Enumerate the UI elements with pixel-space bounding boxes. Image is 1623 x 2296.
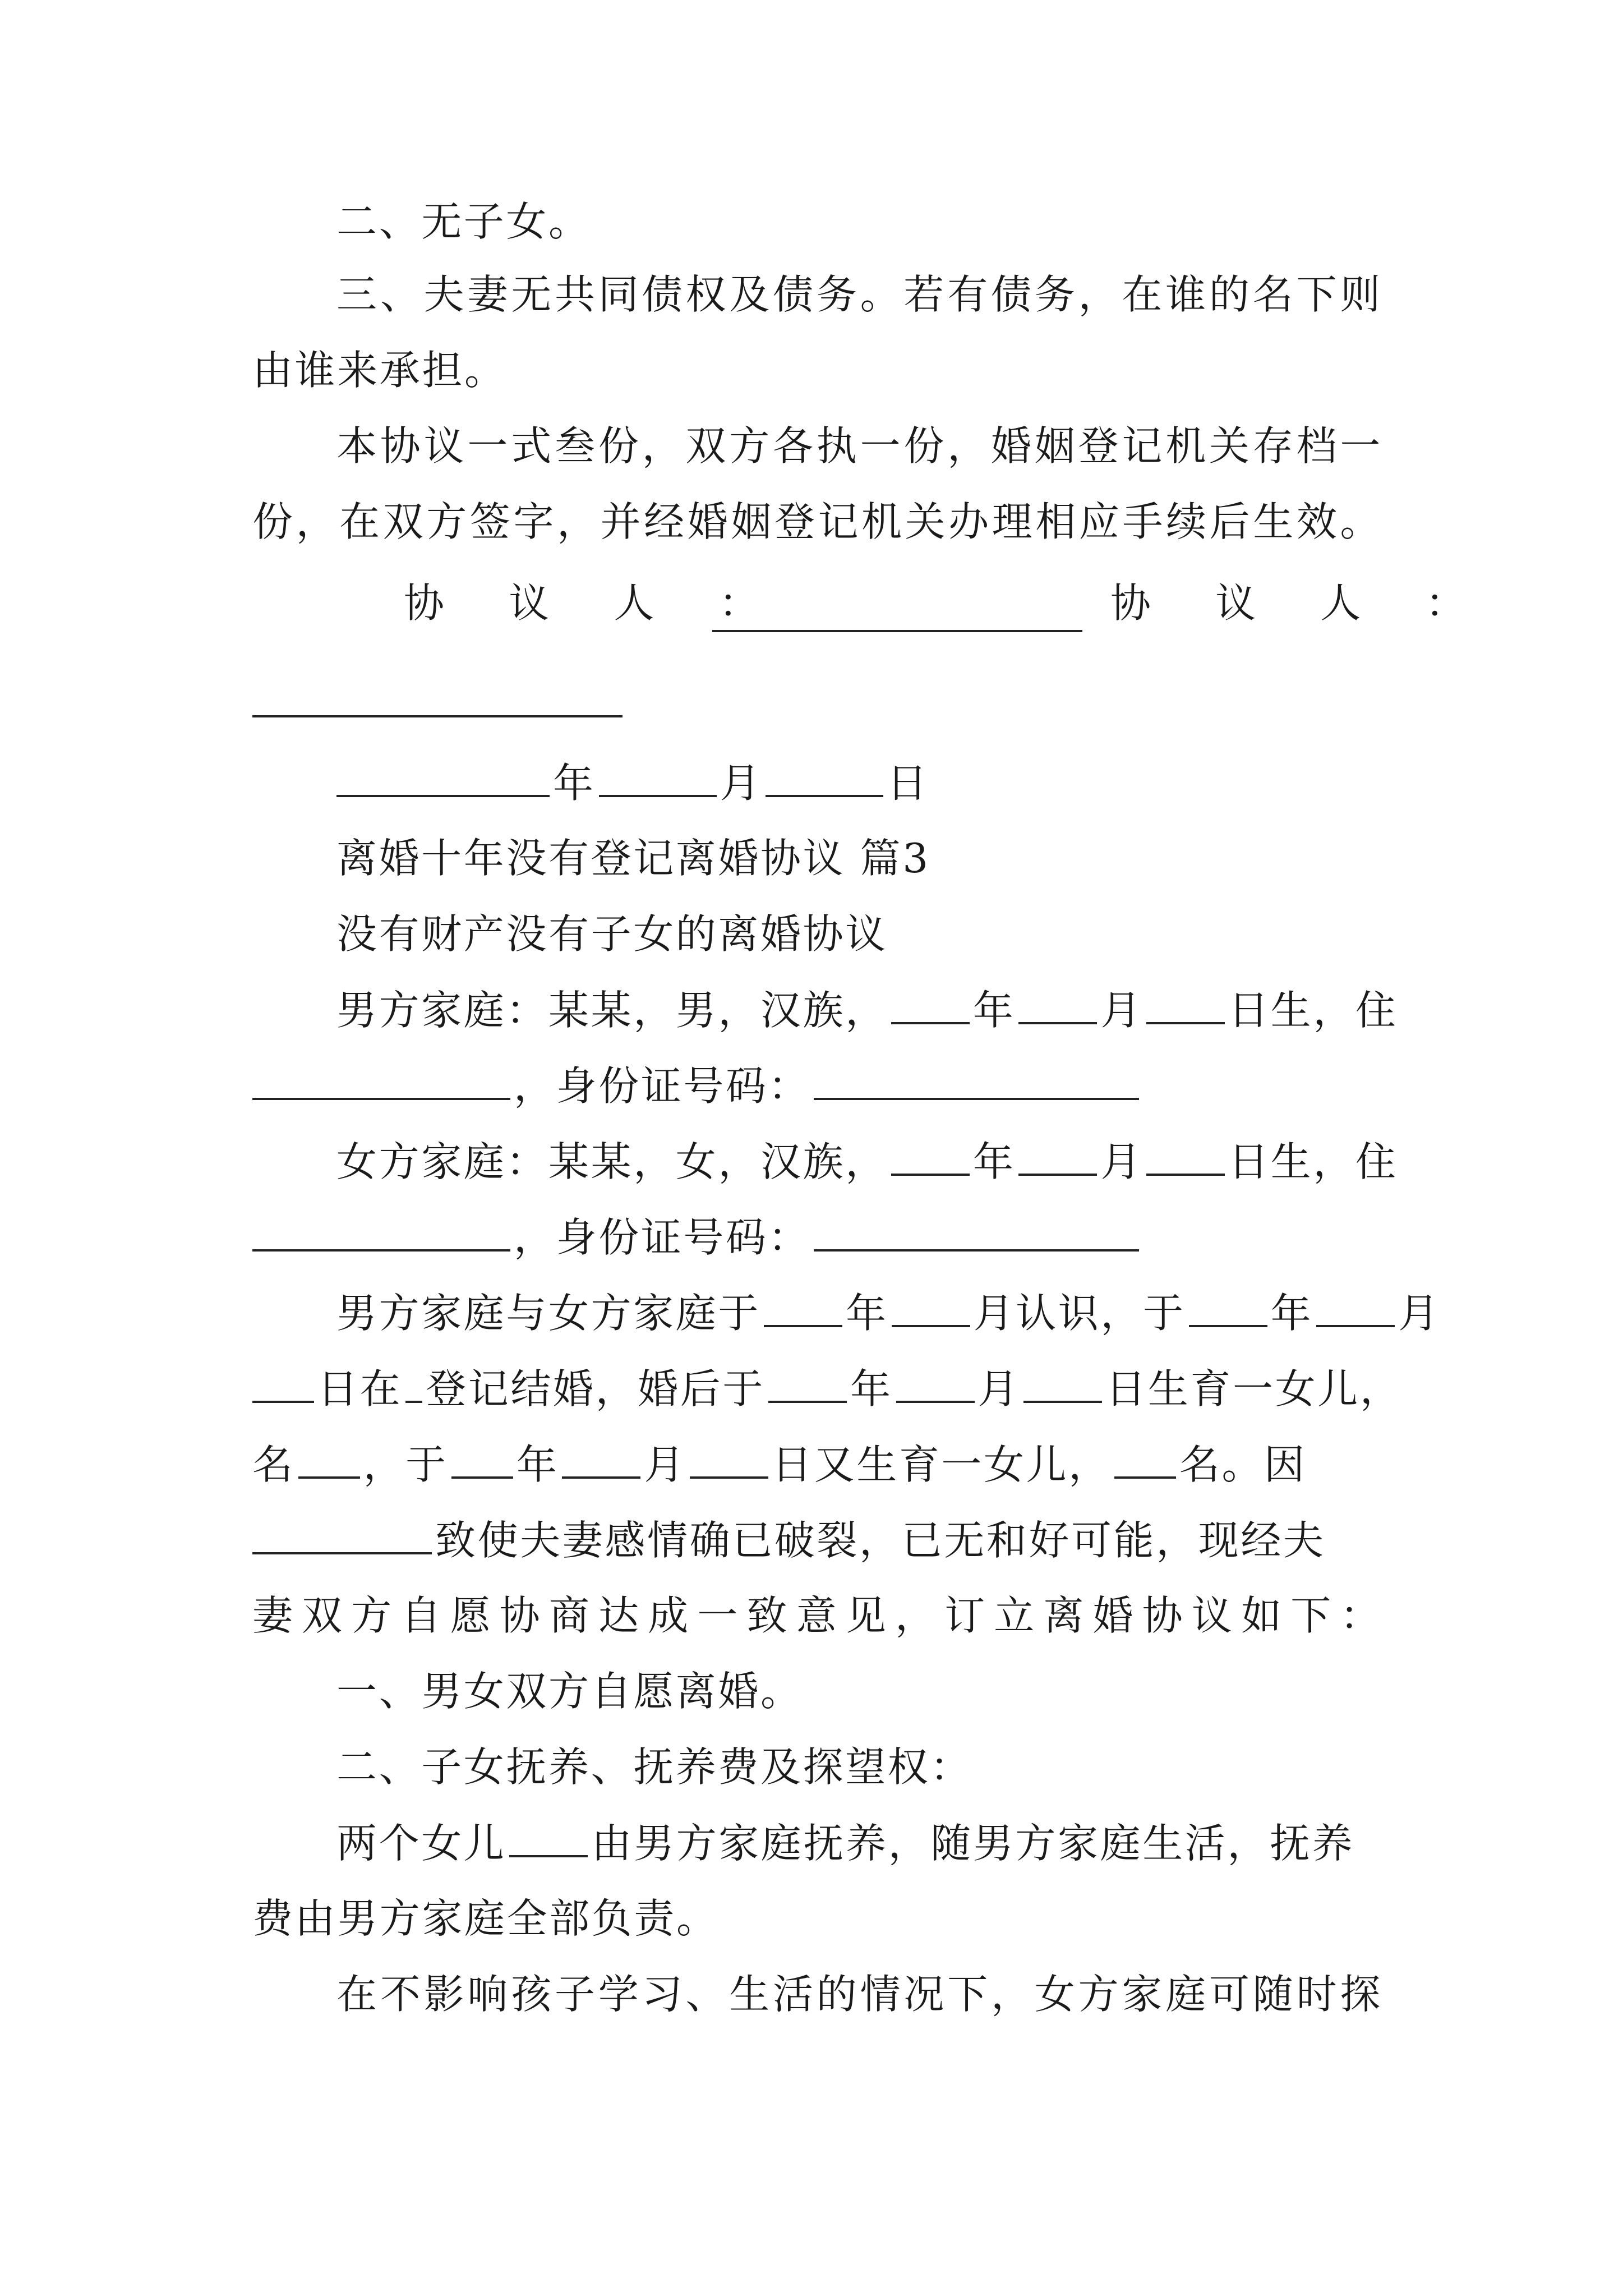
female-birth-day-blank: [1146, 1133, 1225, 1176]
birth2-year-blank: [451, 1436, 513, 1479]
marry-day-label: 日在: [317, 1365, 403, 1412]
male-birth-day-blank: [1146, 982, 1225, 1024]
male-year-label: 年: [972, 987, 1016, 1034]
clause-no-children: 二、无子女。: [336, 198, 591, 245]
visitation-line-1: 在不影响孩子学习、生活的情况下，女方家庭可随时探: [336, 1971, 1382, 2018]
female-id-line: [252, 1209, 1142, 1265]
meet-month-blank: [892, 1285, 970, 1327]
marry-month-label: 月: [1398, 1290, 1441, 1337]
female-id-label: ，身份证号码：: [514, 1214, 811, 1261]
male-party-line: [336, 982, 1398, 1038]
history-line-1: [336, 1285, 1441, 1341]
marry-month-blank: [1316, 1285, 1395, 1327]
custody-line-2: 费由男方家庭全部负责。: [252, 1895, 719, 1942]
female-year-label: 年: [972, 1138, 1016, 1185]
meet-year-blank: [764, 1285, 842, 1327]
daughter2-name-blank: [1114, 1436, 1176, 1479]
section-title: 离婚十年没有登记离婚协议 篇3: [336, 835, 930, 882]
custody-text-a: 两个女儿: [336, 1820, 506, 1867]
marry-day-blank: [252, 1360, 314, 1403]
month-label: 月: [720, 760, 763, 807]
birth1-label: 日生育一女儿，: [1105, 1365, 1403, 1412]
birth1-year-label: 年: [850, 1365, 893, 1412]
custody-line-1: [336, 1815, 1354, 1871]
male-month-label: 月: [1100, 987, 1144, 1034]
date-line: [336, 754, 929, 811]
reason-blank: [252, 1512, 432, 1554]
male-id-blank: [814, 1057, 1139, 1100]
male-born-label: 日生，住: [1228, 987, 1398, 1034]
birth2-year-label: 年: [516, 1441, 559, 1488]
history-line-2: [252, 1360, 1402, 1416]
female-month-label: 月: [1100, 1138, 1144, 1185]
marry-year-blank: [1189, 1285, 1267, 1327]
copies-clause-line-1: 本协议一式叁份，双方各执一份，婚姻登记机关存档一: [336, 422, 1382, 470]
document-title: 没有财产没有子女的离婚协议: [336, 910, 888, 958]
then-label: ，于: [363, 1441, 448, 1488]
signature-blank-2: [252, 715, 623, 717]
month-blank: [599, 754, 717, 797]
day-label: 日: [887, 760, 929, 807]
name-label-1: 名: [252, 1441, 295, 1488]
daughters-name-blank: [509, 1815, 588, 1857]
female-address-blank: [252, 1209, 510, 1251]
history-line-5: 妻双方自愿协商达成一致意见，订立离婚协议如下：: [252, 1592, 1382, 1639]
day-blank: [766, 754, 883, 797]
birth1-month-blank: [896, 1360, 975, 1403]
clause-debts-line-1: 三、夫妻无共同债权及债务。若有债务，在谁的名下则: [336, 271, 1382, 318]
male-birth-year-blank: [891, 982, 970, 1024]
birth2-month-blank: [562, 1436, 640, 1479]
female-birth-year-blank: [891, 1133, 970, 1176]
clause-debts-line-2: 由谁来承担。: [252, 347, 507, 394]
year-blank: [336, 754, 550, 797]
item-custody-heading: 二、子女抚养、抚养费及探望权：: [336, 1743, 973, 1791]
birth2-label: 日又生育一女儿，: [772, 1441, 1111, 1488]
registered-label: 登记结婚，婚后于: [426, 1365, 766, 1412]
male-birth-month-blank: [1018, 982, 1097, 1024]
copies-clause-line-2: 份，在双方签字，并经婚姻登记机关办理相应手续后生效。: [252, 498, 1382, 545]
male-address-blank: [252, 1057, 510, 1100]
signature-blank-1: [712, 630, 1082, 632]
breakdown-text: 致使夫妻感情确已破裂，已无和好可能，现经夫: [435, 1517, 1326, 1564]
male-id-label: ，身份证号码：: [514, 1062, 811, 1110]
meet-year-label: 年: [846, 1290, 888, 1337]
birth1-month-label: 月: [978, 1365, 1021, 1412]
name-reason-label: 名。因: [1179, 1441, 1307, 1488]
birth1-day-blank: [1023, 1360, 1102, 1403]
signatory-label-2: 协议人：: [1110, 579, 1530, 627]
history-line-3: [252, 1436, 1307, 1492]
daughter1-name-blank: [298, 1436, 360, 1479]
signatory-label-1: 协议人：: [404, 579, 824, 627]
meet-label: 月认识，于: [973, 1290, 1186, 1337]
birth2-day-blank: [690, 1436, 768, 1479]
female-party-line: [336, 1133, 1398, 1189]
marry-year-label: 年: [1270, 1290, 1313, 1337]
female-birth-month-blank: [1018, 1133, 1097, 1176]
registry-place-blank: [405, 1360, 422, 1403]
custody-text-b: 由男方家庭抚养，随男方家庭生活，抚养: [591, 1820, 1355, 1867]
history-text-1: 男方家庭与女方家庭于: [336, 1290, 761, 1337]
item-voluntary-divorce: 一、男女双方自愿离婚。: [336, 1668, 803, 1715]
history-line-4: [252, 1512, 1326, 1568]
birth1-year-blank: [768, 1360, 847, 1403]
year-label: 年: [553, 760, 596, 807]
male-party-text: 男方家庭：某某，男，汉族，: [336, 987, 888, 1034]
female-born-label: 日生，住: [1228, 1138, 1398, 1185]
birth2-month-label: 月: [644, 1441, 687, 1488]
female-party-text: 女方家庭：某某，女，汉族，: [336, 1138, 888, 1185]
male-id-line: [252, 1057, 1142, 1114]
female-id-blank: [814, 1209, 1139, 1251]
